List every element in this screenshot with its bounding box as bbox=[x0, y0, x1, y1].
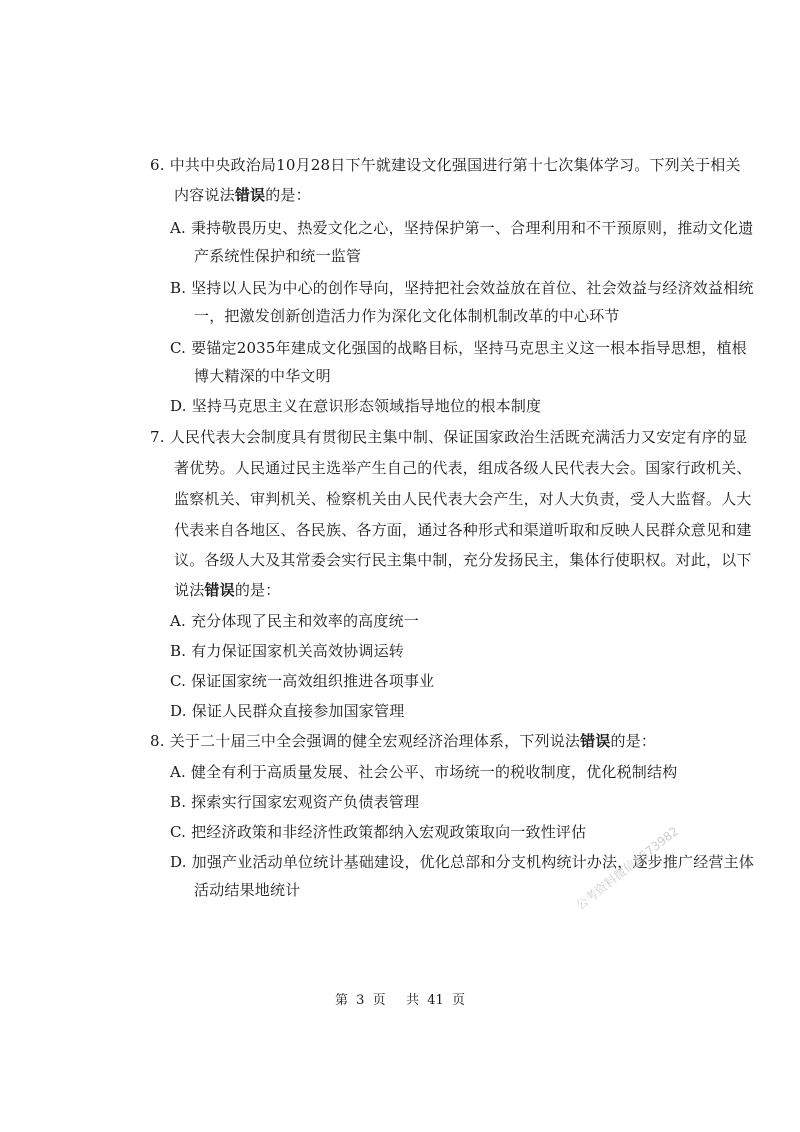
option-label: A. bbox=[170, 763, 187, 781]
option-label: A. bbox=[170, 219, 187, 237]
question-6-option-b bbox=[170, 278, 754, 298]
question-8-stem-prefix: 关于二十届三中全会强调的健全宏观经济治理体系，下列说法 bbox=[169, 732, 581, 750]
question-6-number: 6. bbox=[150, 156, 165, 174]
option-text: 有力保证国家机关高效协调运转 bbox=[191, 642, 404, 660]
option-label: C. bbox=[170, 339, 187, 357]
question-7-stem-suffix: 的是： bbox=[234, 581, 281, 599]
question-7-stem-line1 bbox=[150, 427, 747, 447]
question-7-option-c bbox=[170, 671, 434, 691]
question-6-option-a bbox=[170, 218, 753, 238]
question-8-option-b bbox=[170, 792, 419, 812]
question-7-stem-line2: 著优势。人民通过民主选举产生自己的代表，组成各级人民代表大会。国家行政机关、 bbox=[174, 459, 752, 477]
option-label: B. bbox=[170, 279, 187, 297]
option-text: 坚持以人民为中心的创作导向，坚持把社会效益放在首位、社会效益与经济效益相统 bbox=[191, 279, 754, 297]
question-6-option-b-cont: 一，把激发创新创造活力作为深化文化体制机制改革的中心环节 bbox=[194, 307, 620, 325]
option-label: B. bbox=[170, 642, 187, 660]
question-7-stem-line4: 代表来自各地区、各民族、各方面，通过各种形式和渠道听取和反映人民群众意见和建 bbox=[174, 521, 752, 539]
question-7-stem-line5: 议。各级人大及其常委会实行民主集中制，充分发扬民主，集体行使职权。对此，以下 bbox=[174, 551, 752, 569]
option-label: D. bbox=[170, 702, 187, 720]
question-6-stem-prefix: 内容说法 bbox=[174, 186, 235, 204]
question-8-stem bbox=[150, 731, 656, 751]
option-text: 健全有利于高质量发展、社会公平、市场统一的税收制度，优化税制结构 bbox=[190, 763, 678, 781]
question-6-stem-line1 bbox=[150, 155, 741, 175]
option-label: C. bbox=[170, 672, 187, 690]
question-8-option-c bbox=[170, 822, 586, 842]
option-text: 秉持敬畏历史、热爱文化之心，坚持保护第一、合理利用和不干预原则，推动文化遗 bbox=[190, 219, 754, 237]
footer-page-label: 第 bbox=[335, 993, 349, 1008]
question-6-stem-suffix: 的是： bbox=[265, 186, 311, 204]
question-8-number: 8. bbox=[150, 732, 165, 750]
question-8-stem-suffix: 的是： bbox=[610, 732, 657, 750]
question-6-option-d bbox=[170, 396, 541, 416]
option-text: 探索实行国家宏观资产负债表管理 bbox=[191, 793, 420, 811]
option-text: 充分体现了民主和效率的高度统一 bbox=[190, 612, 419, 630]
option-text: 加强产业活动单位统计基础建设，优化总部和分支机构统计办法，逐步推广经营主体 bbox=[191, 853, 755, 871]
question-6-stem-text1: 中共中央政治局10月28日下午就建设文化强国进行第十七次集体学习。下列关于相关 bbox=[169, 156, 741, 174]
question-7-stem-line6 bbox=[174, 580, 280, 600]
option-label: A. bbox=[170, 612, 187, 630]
option-label: D. bbox=[170, 853, 187, 871]
question-7-number: 7. bbox=[150, 428, 165, 446]
page-footer bbox=[0, 992, 800, 1010]
question-8-option-d-cont: 活动结果地统计 bbox=[194, 881, 301, 899]
question-6-option-c bbox=[170, 338, 747, 358]
question-7-option-b bbox=[170, 641, 404, 661]
question-8-stem-bold: 错误 bbox=[580, 732, 611, 750]
question-7-stem-text: 人民代表大会制度具有贯彻民主集中制、保证国家政治生活既充满活力又安定有序的显 bbox=[169, 428, 748, 446]
option-label: D. bbox=[170, 397, 187, 415]
footer-page-number: 3 bbox=[356, 993, 365, 1008]
option-text: 坚持马克思主义在意识形态领域指导地位的根本制度 bbox=[191, 397, 542, 415]
question-6-stem-line2 bbox=[174, 185, 311, 205]
question-7-stem-line3: 监察机关、审判机关、检察机关由人民代表大会产生，对人大负责，受人大监督。人大 bbox=[174, 490, 752, 508]
footer-total-unit: 页 bbox=[451, 993, 465, 1008]
question-6-option-a-cont: 产系统性保护和统一监管 bbox=[194, 247, 362, 265]
question-7-stem-bold: 错误 bbox=[204, 581, 235, 599]
footer-page-unit: 页 bbox=[372, 993, 386, 1008]
question-6-stem-bold: 错误 bbox=[234, 186, 266, 204]
footer-total-label: 共 bbox=[406, 993, 420, 1008]
option-text: 保证国家统一高效组织推进各项事业 bbox=[191, 672, 435, 690]
question-7-option-d bbox=[170, 701, 404, 721]
option-text: 保证人民群众直接参加国家管理 bbox=[191, 702, 405, 720]
option-text: 要锚定2035年建成文化强国的战略目标，坚持马克思主义这一根本指导思想，植根 bbox=[191, 339, 747, 357]
question-7-option-a bbox=[170, 611, 419, 631]
option-label: C. bbox=[170, 823, 187, 841]
option-text: 把经济政策和非经济性政策都纳入宏观政策取向一致性评估 bbox=[191, 823, 587, 841]
option-label: B. bbox=[170, 793, 187, 811]
question-8-option-a bbox=[170, 762, 677, 782]
question-7-stem-prefix: 说法 bbox=[174, 581, 205, 599]
question-6-option-c-cont: 博大精深的中华文明 bbox=[194, 367, 331, 385]
footer-total-number: 41 bbox=[427, 993, 444, 1008]
watermark: 公考资料微信A573982 bbox=[573, 823, 682, 913]
question-8-option-d bbox=[170, 852, 754, 872]
